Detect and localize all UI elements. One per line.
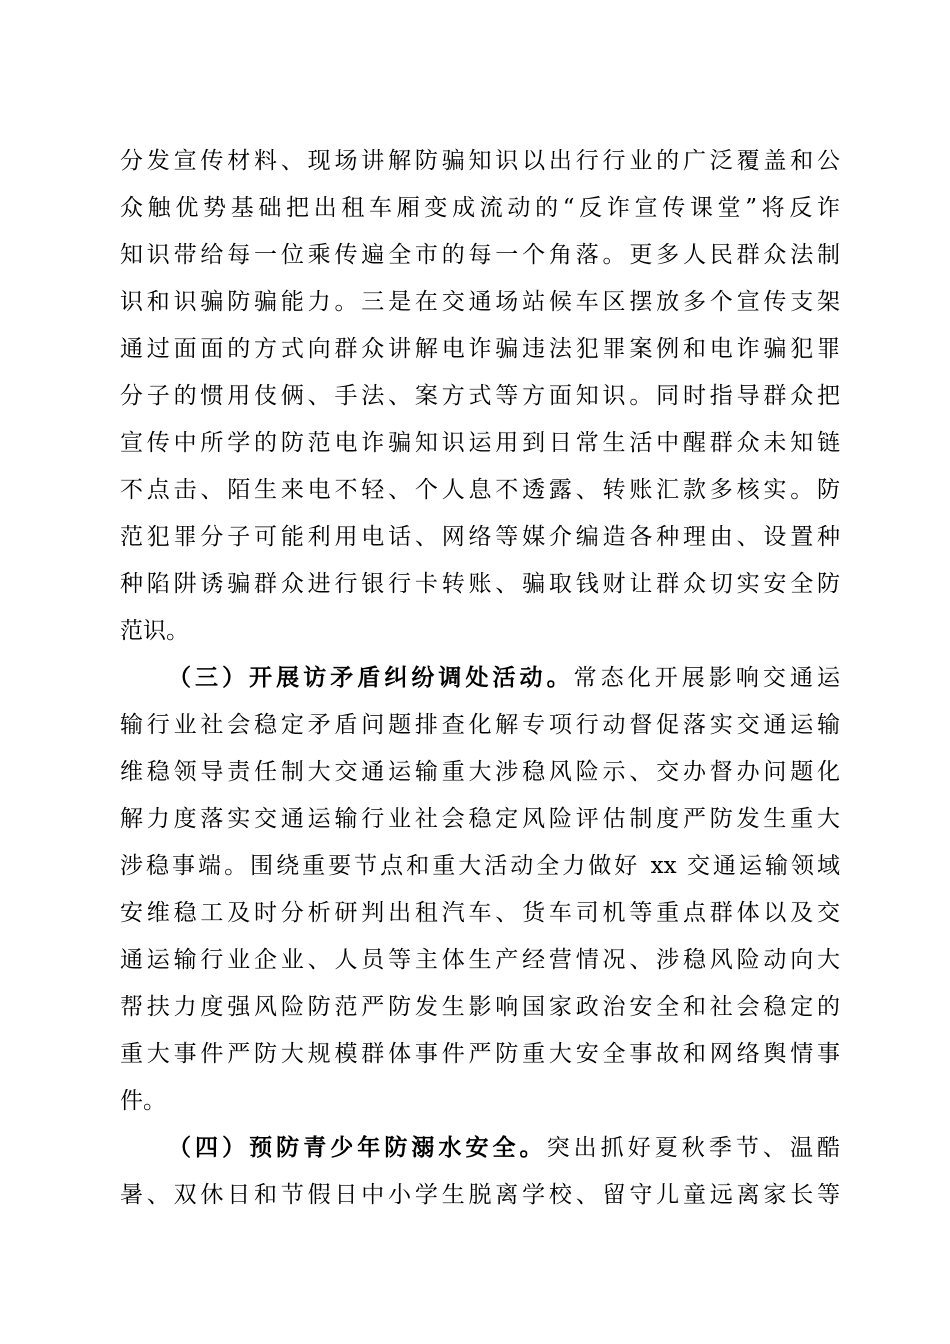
text-line: 安维稳工及时分析研判出租汽车、货车司机等重点群体以及交 <box>120 900 840 926</box>
text-line: 众触优势基础把出租车厢变成流动的“反诈宣传课堂”将反诈 <box>120 195 840 221</box>
heading-line-text: 突出抓好夏秋季节、温酷 <box>546 1135 841 1161</box>
section-heading-4: （四）预防青少年防溺水安全。 <box>168 1134 547 1161</box>
text-line: 帮扶力度强风险防范严防发生影响国家政治安全和社会稳定的 <box>120 994 840 1020</box>
text-line: 件。 <box>120 1088 166 1114</box>
text-line: 宣传中所学的防范电诈骗知识运用到日常生活中醒群众未知链 <box>120 430 840 456</box>
text-line: 范犯罪分子可能利用电话、网络等媒介编造各种理由、设置种 <box>120 524 840 550</box>
text-line: 维稳领导责任制大交通运输重大涉稳风险示、交办督办问题化 <box>120 759 840 785</box>
text-line: 通运输行业企业、人员等主体生产经营情况、涉稳风险动向大 <box>120 947 840 973</box>
text-line: 涉稳事端。围绕重要节点和重大活动全力做好 xx 交通运输领域 <box>120 853 840 879</box>
text-line: 分子的惯用伎俩、手法、案方式等方面知识。同时指导群众把 <box>120 383 840 409</box>
section-heading-line <box>168 658 840 698</box>
text-line: 输行业社会稳定矛盾问题排查化解专项行动督促落实交通运输 <box>120 712 840 738</box>
text-line: 范识。 <box>120 618 189 644</box>
text-line: 知识带给每一位乘传遍全市的每一个角落。更多人民群众法制 <box>120 242 840 268</box>
text-line: 重大事件严防大规模群体事件严防重大安全事故和网络舆情事 <box>120 1041 840 1067</box>
text-line: 不点击、陌生来电不轻、个人息不透露、转账汇款多核实。防 <box>120 477 840 503</box>
text-line: 种陷阱诱骗群众进行银行卡转账、骗取钱财让群众切实安全防 <box>120 571 840 597</box>
text-line: 暑、双休日和节假日中小学生脱离学校、留守儿童远离家长等 <box>120 1182 840 1208</box>
text-line: 通过面面的方式向群众讲解电诈骗违法犯罪案例和电诈骗犯罪 <box>120 336 840 362</box>
text-line: 解力度落实交通运输行业社会稳定风险评估制度严防发生重大 <box>120 806 840 832</box>
heading-line-text: 常态化开展影响交通运 <box>573 665 841 691</box>
section-heading-3: （三）开展访矛盾纠纷调处活动。 <box>168 664 574 691</box>
section-heading-line <box>168 1128 840 1168</box>
text-line: 识和识骗防骗能力。三是在交通场站候车区摆放多个宣传支架 <box>120 289 840 315</box>
text-line: 分发宣传材料、现场讲解防骗知识以出行行业的广泛覆盖和公 <box>120 148 840 174</box>
